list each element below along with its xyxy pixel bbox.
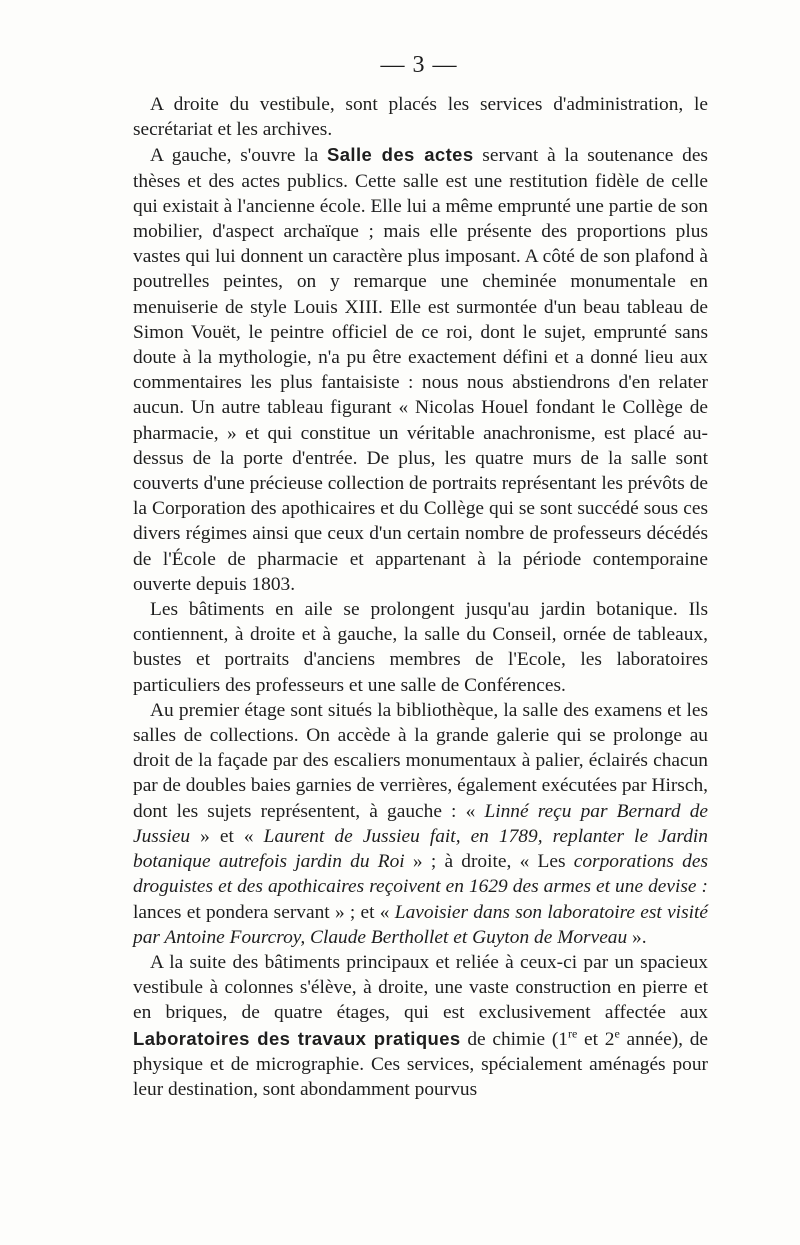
quote-mark: « (465, 800, 476, 822)
paragraph-text: lances et pondera servant » ; et « (133, 901, 390, 923)
paragraph-premier-etage (133, 698, 708, 950)
heading-salle-des-actes: Salle des actes (326, 144, 474, 166)
superscript: re (567, 1026, 578, 1041)
heading-laboratoires: Laboratoires des travaux pratiques (133, 1027, 461, 1049)
paragraph-salle-des-actes (133, 142, 708, 597)
paragraph-text: » et « (200, 825, 254, 847)
paragraph-text: et 2 (584, 1028, 615, 1050)
vitrail-title-lavoisier: Lavoisier dans son laboratoire est visité par Antoine Fourcroy, Claude Berthollet et Guyton de Morveau (133, 901, 709, 948)
paragraph-administration: A droite du vestibule, sont placés les services d'administration, le secrétariat et les archives. (133, 94, 708, 141)
vitrail-title-laurent-de-jussieu: Laurent de Jussieu fait, en 1789, replanter le Jardin botanique autrefois jardin du Roi (133, 825, 708, 873)
paragraph-text: de chimie (1 (467, 1028, 568, 1050)
paragraph-text: année), de physique et de micrographie. Ces services, spécialement aménagés pour leur destination, sont abondamment pourvus (133, 1028, 709, 1100)
vitrail-title-corporations: corporations des droguistes et des apothicaires reçoivent en 1629 des armes et une devise : (133, 851, 708, 898)
body-text (133, 92, 708, 1102)
paragraph-laboratoires (133, 950, 708, 1102)
page-number: — 3 — (380, 52, 458, 78)
paragraph-text: A la suite des bâtiments principaux et reliée à ceux-ci par un spacieux vestibule à colonnes s'élève, à droite, une vaste construction en pierre et en briques, de quatre étages, qui est exclusivement affectée aux (133, 951, 708, 1024)
paragraph-batiments-en-aile: Les bâtiments en aile se prolongent jusqu'au jardin botanique. Ils contiennent, à droite et à gauche, la salle du Conseil, ornée de tableaux, bustes et portraits d'anciens membres de l'Ecole, les laboratoires particuliers des professeurs et une salle de Conférences. (133, 599, 708, 696)
paragraph-text: ». (632, 926, 647, 948)
paragraph-text: A gauche, s'ouvre la (150, 145, 319, 167)
paragraph-text: Au premier étage sont situés la bibliothèque, la salle des examens et les salles de collections. On accède à la grande galerie qui se prolonge au droit de la façade par des escaliers monumentaux à palier, éclairés chacun par de doubles baies garnies de verrières, également exécutées par Hirsch, dont les sujets représentent, à gauche : (133, 699, 708, 822)
paragraph-text: » ; à droite, « Les (412, 851, 566, 873)
paragraph-text: servant à la soutenance des thèses et des actes publics. Cette salle est une restitution fidèle de celle qui existait à l'ancienne école. Elle lui a même emprunté une partie de son mobilier, d'aspect archaïque ; mais elle présente des proportions plus vastes qui lui donnent un caractère plus imposant. A côté de son plafond à poutrelles peintes, on y remarque une cheminée monumentale en menuiserie de style Louis XIII. Elle est surmontée d'un beau tableau de Simon Vouët, le peintre officiel de ce roi, dont le sujet, emprunté sans doute à la mythologie, n'a pu être exactement défini et a donné lieu aux commentaires les plus fantaisiste : nous nous abstiendrons d'en relater aucun. Un autre tableau figurant « Nicolas Houel fondant le Collège de pharmacie, » et qui constitue un véritable anachronisme, est placé au-dessus de la porte d'entrée. De plus, les quatre murs de la salle sont couverts d'une précieuse collection de portraits représentant les prévôts de la Corporation des apothicaires et du Collège qui se sont succédé sous ces divers régimes ainsi que ceux d'un certain nombre de professeurs décédés de l'École de pharmacie et appartenant à la période contemporaine ouverte depuis 1803. (133, 145, 708, 595)
vitrail-title-linne: Linné reçu par Bernard de Jussieu (133, 800, 708, 847)
superscript: e (614, 1026, 620, 1041)
